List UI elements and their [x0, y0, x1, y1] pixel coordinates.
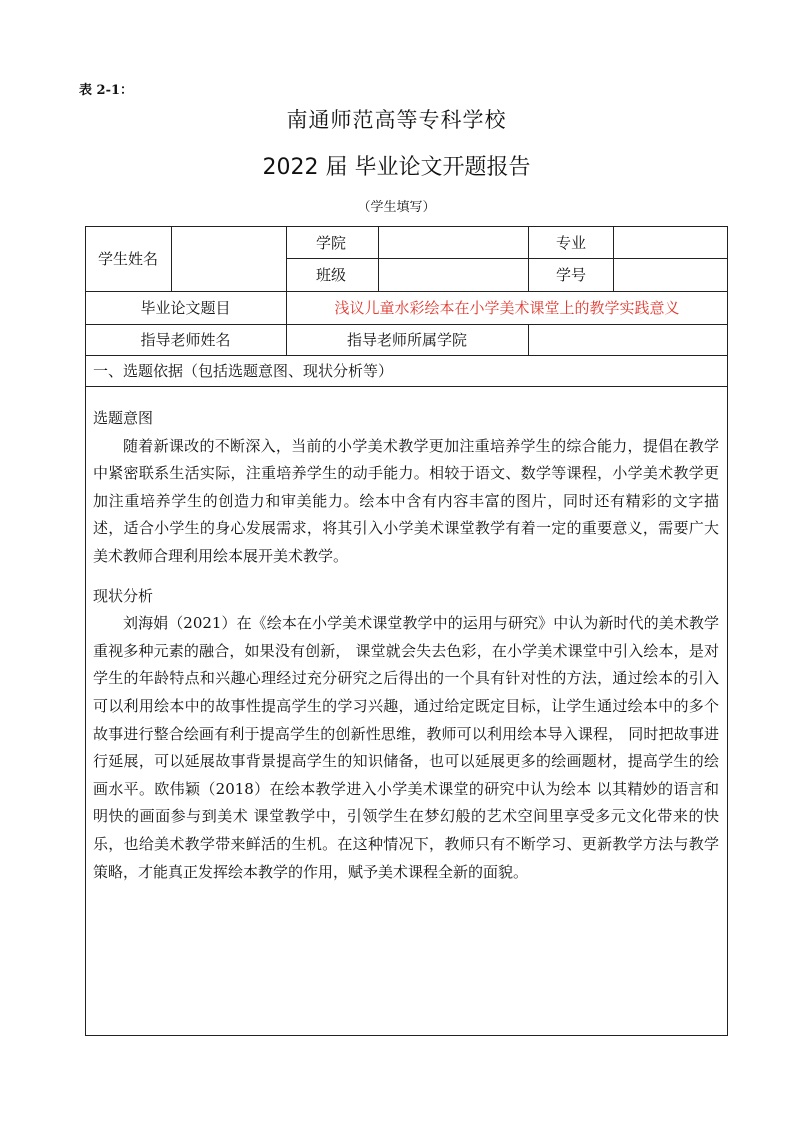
fill-note: （学生填写） — [357, 200, 436, 215]
college-field[interactable] — [378, 226, 528, 258]
major-label: 专业 — [556, 233, 587, 252]
intent-paragraph: 随着新课改的不断深入，当前的小学美术教学更加注重培养学生的综合能力，提倡在教学中紧密联系生活实际，注重培养学生的动手能力。相较于语文、数学等课程，小学美术教学更加注重培养学生的创造力和审美能力。绘本中含有内容丰富的图片，同时还有精彩的文字描述，适合小学生的身心发展需求，将其引入小学美术课堂教学有着一定的重要意义，需要广大美术教师合理利用绘本展开美术教学。 — [93, 436, 719, 565]
col-divider — [528, 226, 529, 291]
student-id-field[interactable] — [613, 258, 728, 291]
student-name-field[interactable] — [171, 226, 286, 291]
section-one-heading: 一、选题依据（包括选题意图、现状分析等） — [93, 362, 394, 380]
major-field[interactable] — [613, 226, 728, 258]
row-divider — [85, 386, 728, 387]
table-label: 表 2-1： — [79, 83, 134, 98]
advisor-name-label: 指导老师姓名 — [140, 331, 231, 349]
advisor-college-field[interactable] — [528, 324, 728, 355]
school-name: 南通师范高等专科学校 — [286, 108, 507, 132]
report-title: 2022 届 毕业论文开题报告 — [262, 155, 531, 180]
status-heading: 现状分析 — [93, 586, 154, 605]
thesis-topic-value[interactable]: 浅议儿童水彩绘本在小学美术课堂上的教学实践意义 — [334, 299, 680, 317]
class-label: 班级 — [316, 266, 347, 284]
intent-heading: 选题意图 — [93, 409, 154, 427]
college-label: 学院 — [316, 233, 347, 252]
student-name-label: 学生姓名 — [97, 250, 158, 268]
status-paragraph: 刘海娟（2021）在《绘本在小学美术课堂教学中的运用与研究》中认为新时代的美术教学重视多种元素的融合，如果没有创新， 课堂就会失去色彩，在小学美术课堂中引入绘本，是对学生的年龄特点和兴趣心理经过充分研究之后得出的一个具有针对性的方法，通过绘本的引入可以利用绘本中的故事性提高学生的学习兴趣，通过给定既定目标，让学生通过绘本中的多个故事进行整合绘画有利于提高学生的创新性思维，教师可以利用绘本导入课程， 同时把故事进行延展，可以延展故事背景提高学生的知识储备，也可以延展更多的绘画题材，提高学生的绘画水平。欧伟颖（2018）在绘本教学进入小学美术课堂的研究中认为绘本 以其精妙的语言和明快的画面参与到美术 课堂教学中，引领学生在梦幻般的艺术空间里享受多元文化带来的快乐，也给美术教学带来鲜活的生机。在这种情况下，教师只有不断学习、更新教学方法与教学策略，才能真正发挥绘本教学的作用，赋予美术课程全新的面貌。 — [93, 614, 719, 881]
section-one-content[interactable] — [93, 405, 719, 886]
col-divider — [286, 226, 287, 291]
thesis-topic-label: 毕业论文题目 — [140, 299, 231, 317]
advisor-college-label: 指导老师所属学院 — [346, 331, 467, 349]
student-id-label: 学号 — [556, 266, 587, 284]
class-field[interactable] — [378, 258, 528, 291]
